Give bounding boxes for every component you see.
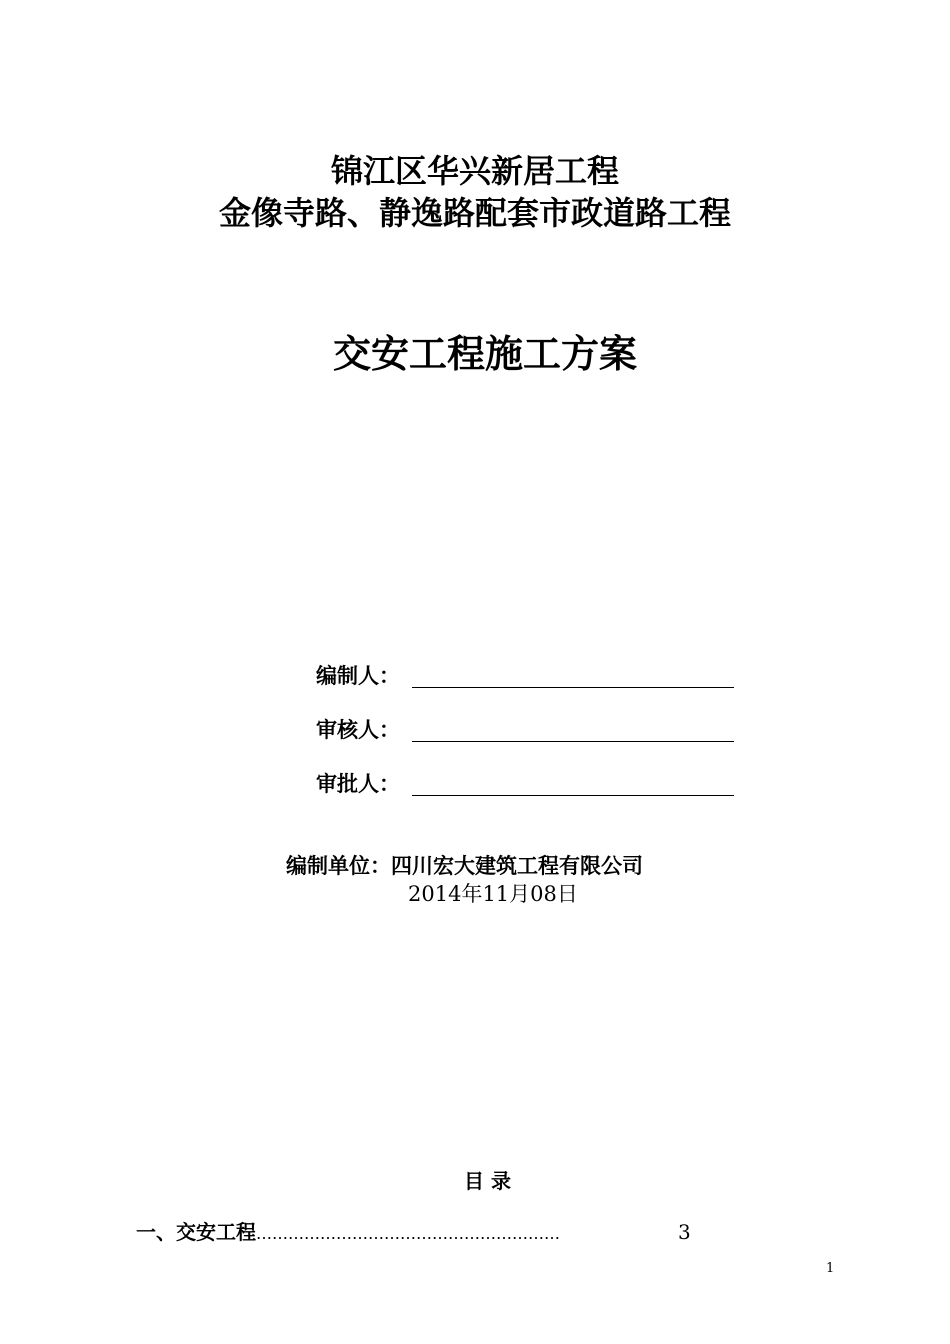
compiling-unit: 编制单位：四川宏大建筑工程有限公司	[286, 854, 643, 878]
toc-entry-label: 一、交安工程	[136, 1220, 256, 1244]
signature-label-approver: 审批人：	[316, 772, 400, 796]
compile-date: 2014年11月08日	[408, 882, 578, 906]
signature-line-compiler	[412, 687, 734, 688]
signature-label-reviewer: 审核人：	[316, 718, 400, 742]
toc-heading: 目 录	[464, 1169, 511, 1193]
signature-label-compiler: 编制人：	[316, 664, 400, 688]
toc-entry-page: 3	[678, 1220, 691, 1244]
project-title-line2: 金像寺路、静逸路配套市政道路工程	[218, 194, 731, 232]
toc-entry[interactable]	[136, 1218, 736, 1246]
signature-line-reviewer	[412, 741, 734, 742]
signature-row-approver	[316, 766, 734, 798]
project-title-line1: 锦江区华兴新居工程	[330, 152, 619, 190]
document-title: 交安工程施工方案	[332, 331, 637, 376]
signature-line-approver	[412, 795, 734, 796]
signature-row-reviewer	[316, 712, 734, 744]
page-number: 1	[826, 1261, 835, 1276]
signature-row-compiler	[316, 658, 734, 690]
toc-entry-leader: …………………………………………………	[256, 1224, 560, 1243]
